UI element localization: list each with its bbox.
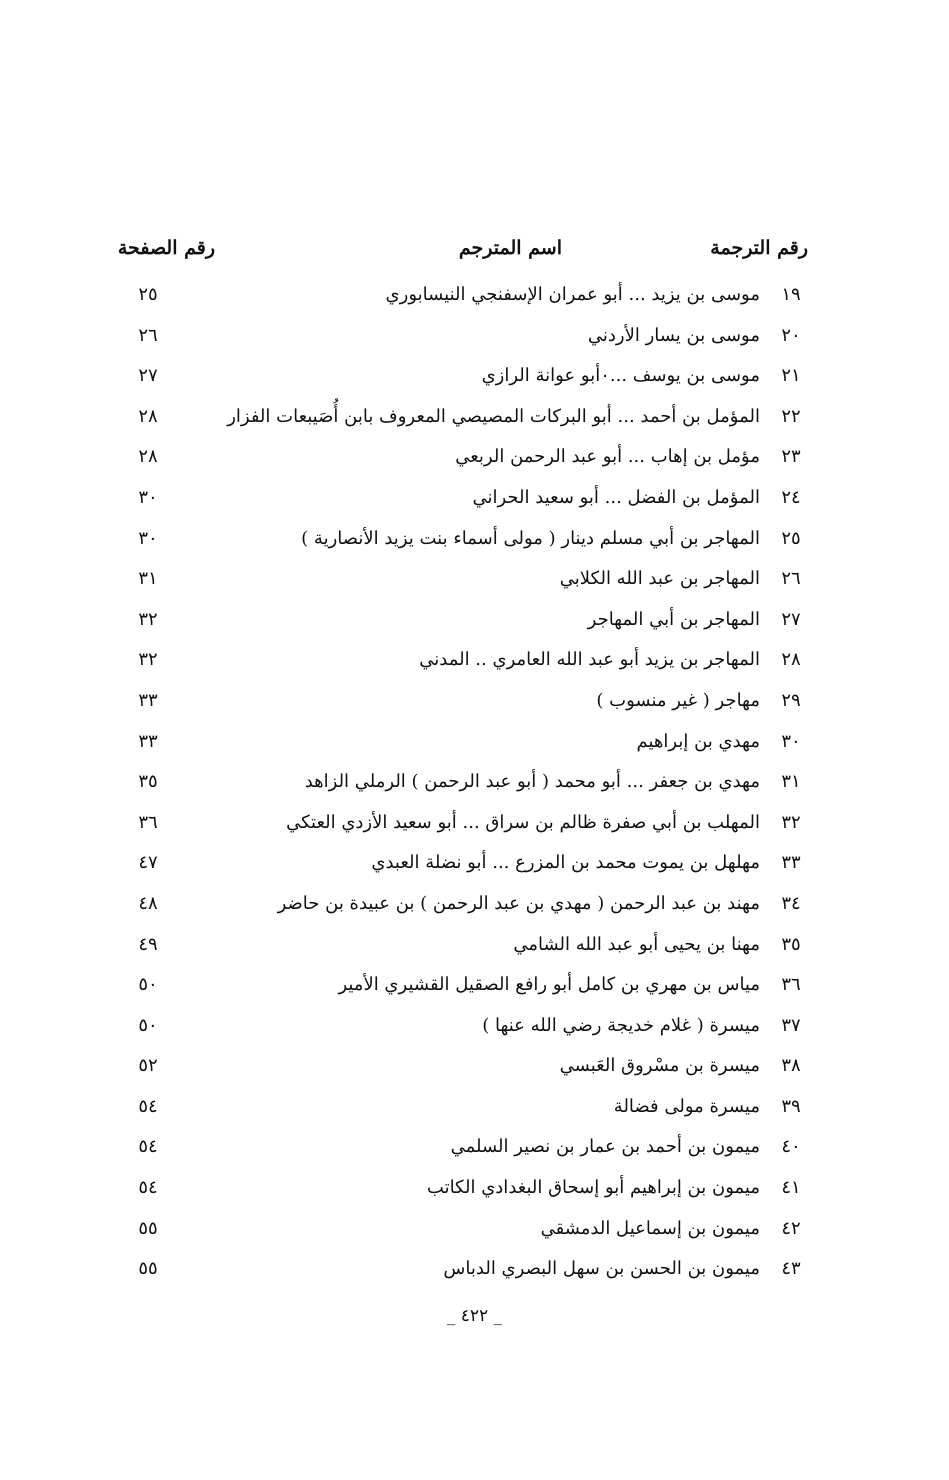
entry-number: ٢٢ <box>781 405 801 427</box>
entry-page: ٢٧ <box>138 365 158 387</box>
entry-name: ميسرة ( غلام خديجة رضي الله عنها ) <box>482 1014 760 1036</box>
index-row <box>120 319 820 360</box>
index-row <box>120 562 820 603</box>
entry-page: ٣٣ <box>138 689 158 711</box>
entry-number: ٣٨ <box>781 1055 801 1077</box>
entry-number: ٣٧ <box>781 1014 801 1036</box>
entry-number: ٣٩ <box>781 1095 801 1117</box>
entry-page: ٤٧ <box>138 852 158 874</box>
entry-number: ٤٠ <box>781 1136 801 1158</box>
entry-name: مؤمل بن إهاب ... أبو عبد الرحمن الربعي <box>455 446 760 468</box>
entry-name: ميمون بن إبراهيم أبو إسحاق البغدادي الكاتب <box>426 1177 760 1199</box>
entry-page: ٥٠ <box>138 1014 158 1036</box>
entry-number: ٣٢ <box>781 811 801 833</box>
entry-name: مهند بن عبد الرحمن ( مهدي بن عبد الرحمن ) بن عبيدة بن حاضر <box>277 892 760 914</box>
entry-page: ٤٩ <box>138 933 158 955</box>
entry-page: ٣٠ <box>138 527 158 549</box>
entry-page: ٣٥ <box>138 771 158 793</box>
index-row <box>120 1252 820 1293</box>
entry-number: ٢٦ <box>781 568 801 590</box>
index-row <box>120 522 820 563</box>
entry-number: ٢٤ <box>781 486 801 508</box>
index-row <box>120 359 820 400</box>
entry-page: ٣١ <box>138 568 158 590</box>
entry-name: ميسرة مولى فضالة <box>613 1095 760 1117</box>
entry-number: ٤٢ <box>781 1217 801 1239</box>
entry-number: ٣٤ <box>781 892 801 914</box>
entry-number: ٢٥ <box>781 527 801 549</box>
entry-page: ٥٤ <box>138 1136 158 1158</box>
index-row <box>120 400 820 441</box>
index-row <box>120 846 820 887</box>
index-row <box>120 725 820 766</box>
entry-page: ٣٢ <box>138 649 158 671</box>
entry-number: ٣٥ <box>781 933 801 955</box>
entry-number: ٢١ <box>781 365 801 387</box>
entry-page: ٢٦ <box>138 324 158 346</box>
index-row <box>120 481 820 522</box>
index-row <box>120 887 820 928</box>
entry-page: ٣٠ <box>138 486 158 508</box>
entry-number: ٤٣ <box>781 1258 801 1280</box>
entry-name: موسى بن يسار الأردني <box>587 324 760 346</box>
entry-name: ميمون بن إسماعيل الدمشقي <box>540 1217 760 1239</box>
entry-name: ميمون بن الحسن بن سهل البصري الدباس <box>443 1258 760 1280</box>
entry-page: ٣٦ <box>138 811 158 833</box>
entry-name: المهاجر بن أبي المهاجر <box>587 608 760 630</box>
index-row <box>120 1171 820 1212</box>
entry-name: المهاجر بن عبد الله الكلابي <box>559 568 760 590</box>
entry-name: موسى بن يزيد ... أبو عمران الإسفنجي النيسابوري <box>385 284 760 305</box>
entry-name: مهنا بن يحيى أبو عبد الله الشامي <box>513 933 760 955</box>
entry-number: ٢٩ <box>781 689 801 711</box>
entry-number: ٢٣ <box>781 446 801 468</box>
entry-page: ٥٥ <box>138 1217 158 1239</box>
index-row <box>120 684 820 725</box>
entry-number: ٣٣ <box>781 852 801 874</box>
entry-name: مهدي بن جعفر ... أبو محمد ( أبو عبد الرحمن ) الرملي الزاهد <box>304 771 760 793</box>
table-header <box>117 237 820 267</box>
entry-name: المؤمل بن الفضل ... أبو سعيد الحراني <box>472 486 760 508</box>
entry-page: ٥٥ <box>138 1258 158 1280</box>
page-number: _ ٤٢٢ _ <box>446 1306 503 1326</box>
entry-number: ٤١ <box>781 1177 801 1199</box>
index-row <box>120 603 820 644</box>
entry-name: ميسرة بن مسْروق العَبسي <box>559 1055 760 1077</box>
entry-number: ١٩ <box>781 284 801 305</box>
entry-number: ٢٧ <box>781 608 801 630</box>
entry-page: ٤٨ <box>138 892 158 914</box>
entry-number: ٢٠ <box>781 324 801 346</box>
entry-name: موسى بن يوسف ...٠أبو عوانة الرازي <box>481 365 760 387</box>
entry-number: ٣٦ <box>781 974 801 996</box>
index-row <box>120 1009 820 1050</box>
index-row <box>120 643 820 684</box>
entry-page: ٢٥ <box>138 284 158 305</box>
entry-name: مهلهل بن يموت محمد بن المزرع ... أبو نضلة العبدي <box>371 852 760 874</box>
header-entry-number: رقم الترجمة <box>710 237 808 259</box>
index-row <box>120 968 820 1009</box>
index-row <box>120 278 820 319</box>
entry-page: ٥٤ <box>138 1095 158 1117</box>
index-row <box>120 1130 820 1171</box>
entry-name: المهلب بن أبي صفرة ظالم بن سراق ... أبو سعيد الأزدي العتكي <box>286 811 760 833</box>
entry-name: مهدي بن إبراهيم <box>636 730 760 752</box>
header-page-number: رقم الصفحة <box>117 237 215 259</box>
entry-page: ٣٣ <box>138 730 158 752</box>
entry-page: ٢٨ <box>138 446 158 468</box>
entry-name: مياس بن مهري بن كامل أبو رافع الصقيل القشيري الأمير <box>338 974 760 996</box>
entry-name: المؤمل بن أحمد ... أبو البركات المصيصي المعروف بابن أُصَيبعات الفزار <box>227 405 760 427</box>
index-list <box>120 278 820 1293</box>
entry-name: ميمون بن أحمد بن عمار بن نصير السلمي <box>450 1136 760 1158</box>
entry-number: ٣١ <box>781 771 801 793</box>
entry-number: ٣٠ <box>781 730 801 752</box>
entry-name: المهاجر بن أبي مسلم دينار ( مولى أسماء بنت يزيد الأنصارية ) <box>301 527 760 549</box>
index-row <box>120 1049 820 1090</box>
entry-number: ٢٨ <box>781 649 801 671</box>
index-row <box>120 928 820 969</box>
entry-page: ٥٠ <box>138 974 158 996</box>
entry-page: ٣٢ <box>138 608 158 630</box>
index-row <box>120 1212 820 1253</box>
header-entry-name: اسم المترجم <box>458 237 562 259</box>
index-row <box>120 1090 820 1131</box>
entry-name: مهاجر ( غير منسوب ) <box>596 689 760 711</box>
entry-page: ٢٨ <box>138 405 158 427</box>
index-row <box>120 806 820 847</box>
index-row <box>120 440 820 481</box>
index-row <box>120 765 820 806</box>
entry-name: المهاجر بن يزيد أبو عبد الله العامري .. المدني <box>419 649 760 671</box>
entry-page: ٥٤ <box>138 1177 158 1199</box>
entry-page: ٥٢ <box>138 1055 158 1077</box>
